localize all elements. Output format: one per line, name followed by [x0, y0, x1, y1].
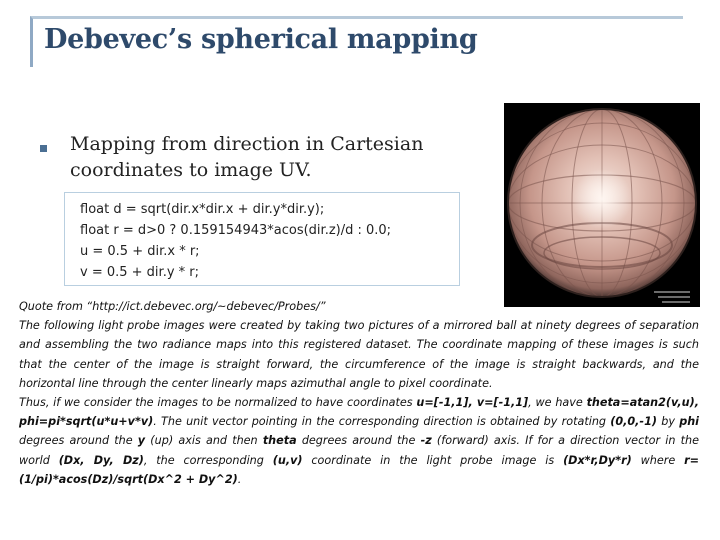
quote-source-line: Quote from “http://ict.debevec.org/~debevec/Probes/”: [19, 300, 326, 313]
bold-span: (0,0,-1): [610, 415, 657, 429]
text-span: , we have: [528, 396, 587, 410]
code-line: v = 0.5 + dir.y * r;: [80, 265, 200, 280]
bold-span: theta=atan2(v,u), phi=pi*sqrt(u*u+v*v): [19, 396, 699, 429]
text-span: (forward) axis. If for a direction vector in the world: [19, 434, 699, 467]
bold-span: (u,v): [272, 453, 303, 467]
bold-span: theta: [262, 434, 297, 448]
code-line: u = 0.5 + dir.x * r;: [80, 244, 200, 259]
text-span: degrees around the: [19, 434, 138, 448]
paragraph-1: The following light probe images were created by taking two pictures of a mirrored ball at ninety degrees of separation and assembling the two radiance maps into this registered dataset. The coordinate mapping of these images is such that the center of the image is straight forward, the circumference of the image is straight backwards, and the horizontal line through the center linearly maps azimuthal angle to pixel coordinate.: [19, 319, 699, 390]
bullet-marker: [40, 145, 47, 152]
text-span: . The unit vector pointing in the corresponding direction is obtained by rotating: [153, 415, 611, 429]
text-span: by: [656, 415, 680, 429]
paragraph-2: [19, 393, 699, 489]
code-block: [64, 192, 460, 286]
bold-span: (Dx*r,Dy*r): [563, 453, 632, 467]
code-line: float r = d>0 ? 0.159154943*acos(dir.z)/d : 0.0;: [80, 223, 392, 238]
text-span: (up) axis and then: [145, 434, 263, 448]
bold-span: -z: [420, 434, 432, 448]
bold-span: y: [137, 434, 146, 448]
bold-span: u=[-1,1], v=[-1,1]: [416, 396, 529, 410]
code-line: float d = sqrt(dir.x*dir.x + dir.y*dir.y);: [80, 202, 325, 217]
light-probe-image: [504, 103, 700, 307]
mirror-ball-picture: [504, 103, 700, 307]
text-span: coordinate in the light probe image is: [302, 453, 564, 467]
bold-span: r=(1/pi)*acos(Dz)/sqrt(Dx^2 + Dy^2): [19, 453, 699, 486]
slide-title: Debevec’s spherical mapping: [44, 24, 478, 55]
body-text: [19, 297, 699, 489]
text-span: where: [631, 453, 685, 467]
text-span: Thus, if we consider the images to be normalized to have coordinates: [19, 396, 417, 410]
bold-span: phi: [679, 415, 699, 429]
bold-span: (Dx, Dy, Dz): [58, 453, 144, 467]
text-span: , the corresponding: [143, 453, 273, 467]
text-span: .: [237, 472, 242, 486]
bullet-text: Mapping from direction in Cartesian coordinates to image UV.: [70, 133, 424, 181]
text-span: degrees around the: [296, 434, 421, 448]
